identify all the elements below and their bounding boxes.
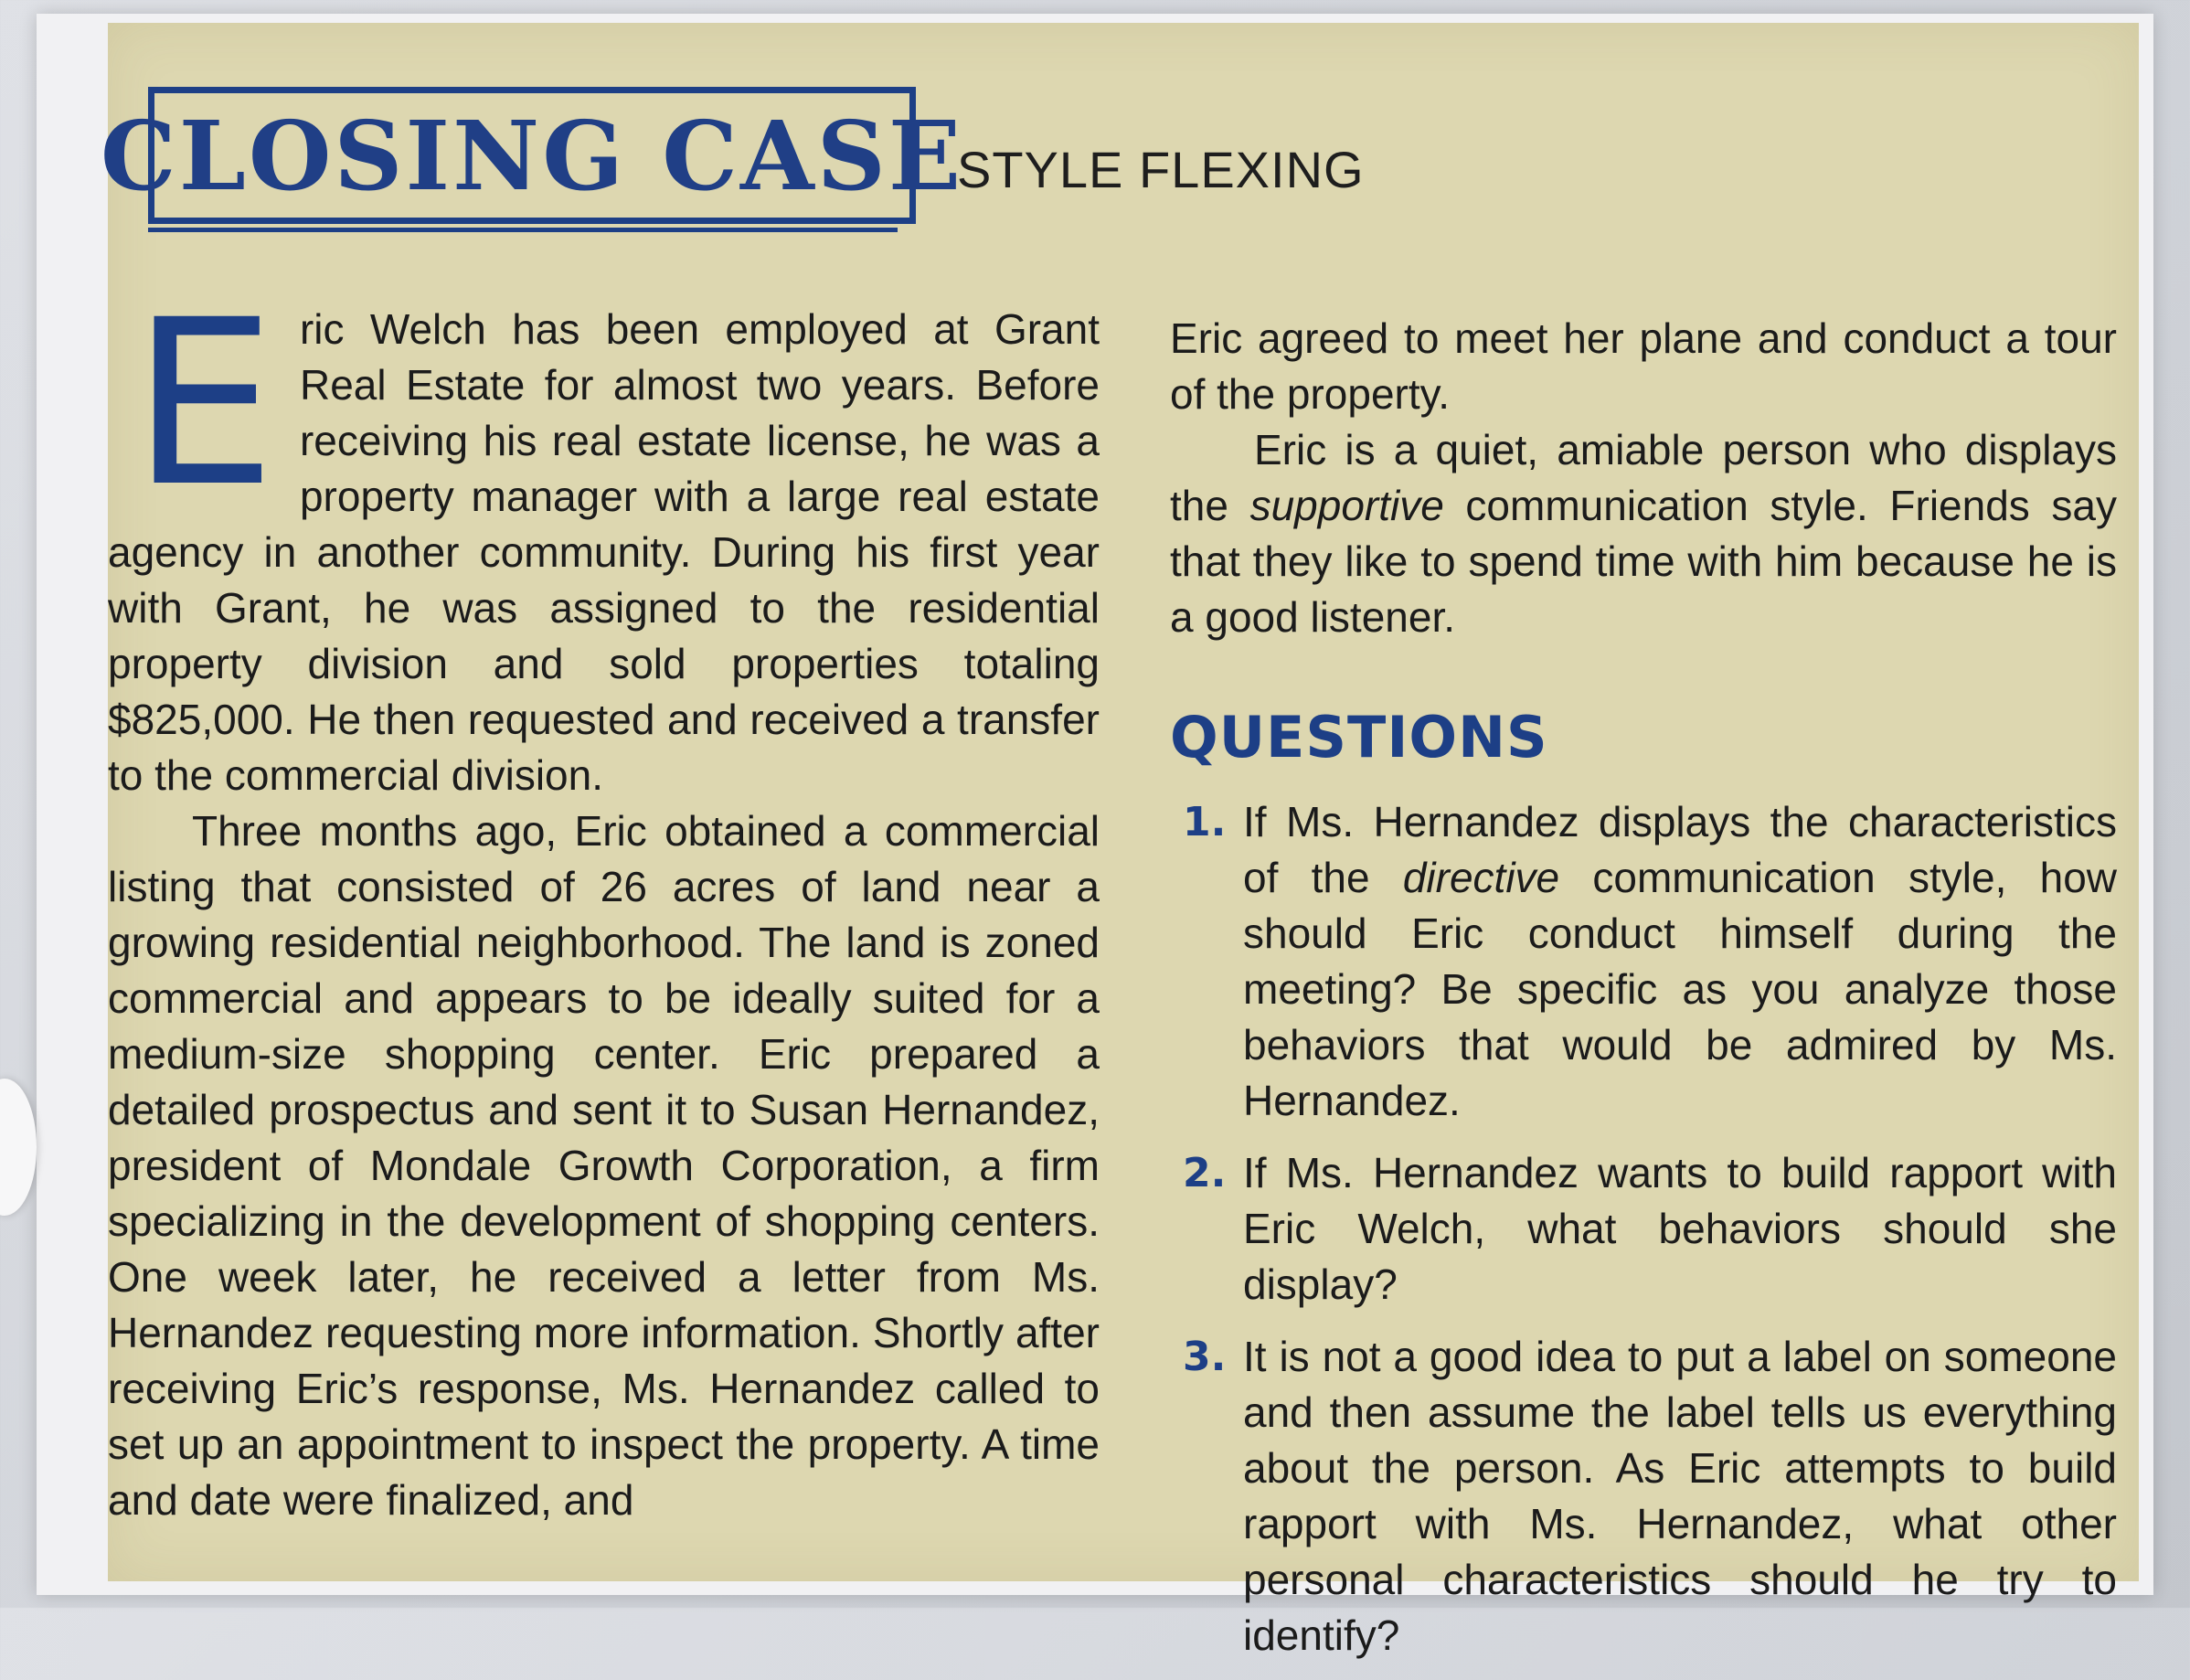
question-item [1170, 794, 2117, 1129]
question-number: 3. [1183, 1334, 1227, 1380]
paragraph-1 [108, 271, 1100, 803]
question-1-text-b: communication style, how should Eric conduct himself during the meeting? Be specific as you analyze those behaviors that would be admired by Ms. Hernandez. [1243, 854, 2117, 1124]
question-item [1170, 1145, 2117, 1313]
question-item [1170, 1329, 2117, 1664]
paragraph-3: Eric agreed to meet her plane and conduct a tour of the property. [1170, 314, 2117, 418]
question-text [1243, 794, 2117, 1129]
case-title-underline [148, 228, 898, 232]
right-column [1170, 311, 2117, 1680]
question-1-text-a: If Ms. Hernandez displays the characteristics of the [1243, 798, 2117, 901]
case-title-box [100, 87, 964, 224]
paragraph-2: Three months ago, Eric obtained a commercial listing that consisted of 26 acres of land near a growing residential neighborhood. The land is zoned commercial and appears to be ideally suited for a medium-size shopping center. Eric prepared a detailed prospectus and sent it to Susan Hernandez, president of Mondale Growth Corporation, a firm specializing in the development of shopping centers. One week later, he received a letter from Ms. Hernandez requesting more information. Shortly after receiving Eric’s response, Ms. Hernandez called to set up an appointment to inspect the property. A time and date were finalized, and [108, 807, 1100, 1524]
question-number: 2. [1183, 1150, 1227, 1196]
paragraph-4-text-b: communication style. Friends say that they like to spend time with him because he is a good listener. [1170, 482, 2117, 641]
question-number: 1. [1183, 799, 1227, 845]
left-column [108, 271, 1100, 1528]
case-header [100, 87, 1611, 242]
question-text: If Ms. Hernandez wants to build rapport with Eric Welch, what behaviors should she display? [1243, 1149, 2117, 1308]
paragraph-4-emphasis: supportive [1249, 482, 1444, 529]
drop-cap: E [132, 271, 276, 537]
thumb [0, 1079, 37, 1216]
questions-heading: QUESTIONS [1170, 704, 1548, 771]
paragraph-4-text-a: Eric is a quiet, amiable person who displays the [1170, 426, 2117, 529]
paragraph-1-text: ric Welch has been employed at Grant Real Estate for almost two years. Before receiving his real estate license, he was a property manager with a large real estate agency in another community. During his first year with Grant, he was assigned to the residential property division and sold properties totaling $825,000. He then requested and received a transfer to the commercial division. [108, 305, 1100, 799]
question-1-emphasis: directive [1402, 854, 1560, 901]
paragraph-4 [1170, 422, 2117, 645]
question-text: It is not a good idea to put a label on someone and then assume the label tells us everything about the person. As Eric attempts to build rapport with Ms. Hernandez, what other personal characteristics should he try to identify? [1243, 1333, 2117, 1659]
case-subtitle: STYLE FLEXING [957, 141, 1365, 198]
case-title: CLOSING CASE [100, 99, 964, 212]
questions-list [1170, 794, 2117, 1664]
